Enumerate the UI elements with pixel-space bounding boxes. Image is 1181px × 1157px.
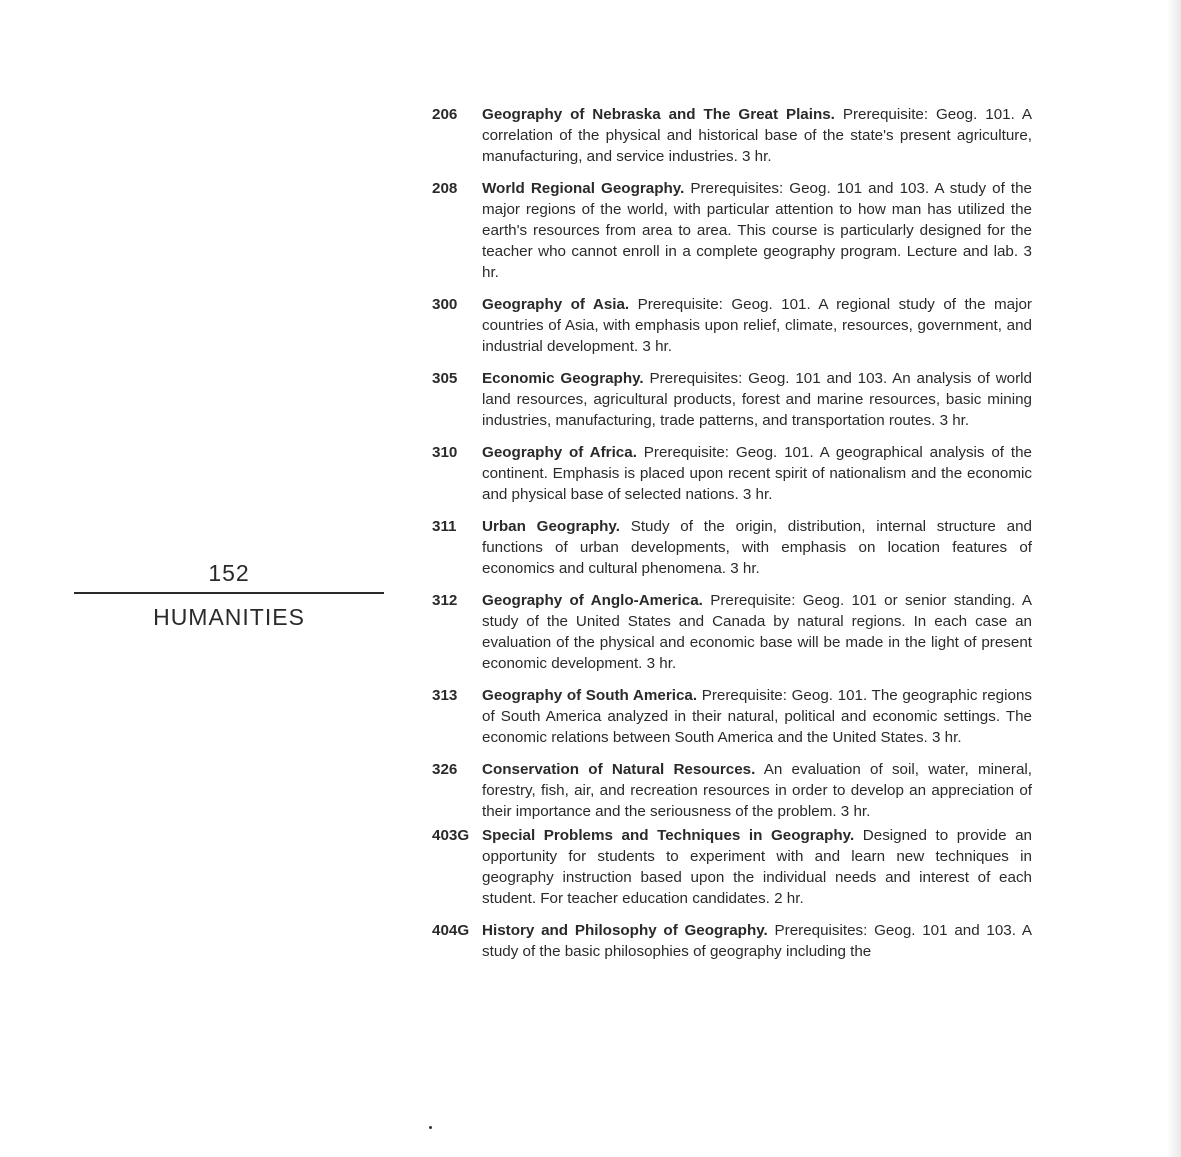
course-entry — [432, 685, 1032, 748]
course-title: Conservation of Natural Resources. — [482, 761, 756, 778]
course-number: 326 — [432, 761, 458, 778]
course-text: Prerequisites: Geog. 101 and 103. A study of the basic philosophies of geography including the — [482, 922, 1032, 960]
course-text: Designed to provide an opportunity for students to experiment with and learn new techniques in geography instruction based upon the individual needs and interest of each student. For teacher education candidates. 2 hr. — [482, 827, 1032, 907]
course-title: History and Philosophy of Geography. — [482, 922, 768, 939]
course-entry — [432, 368, 1032, 431]
page-edge-shadow — [1167, 0, 1181, 1157]
course-number: 313 — [432, 687, 458, 704]
course-title: Geography of Africa. — [482, 444, 637, 461]
course-number: 208 — [432, 180, 458, 197]
course-text: An evaluation of soil, water, mineral, forestry, fish, air, and recreation resources in order to develop an appreciation of their importance and the seriousness of the problem. 3 hr. — [482, 761, 1032, 820]
course-entry — [432, 759, 1032, 822]
course-entry — [432, 516, 1032, 579]
course-number: 311 — [432, 518, 457, 535]
course-title: Economic Geography. — [482, 370, 644, 387]
course-description — [482, 825, 1032, 909]
course-text: Prerequisites: Geog. 101 and 103. An analysis of world land resources, agricultural products, forest and marine resources, basic mining industries, manufacturing, trade patterns, and transportation routes. 3 hr. — [482, 370, 1032, 429]
course-list — [432, 104, 1032, 973]
course-description — [482, 294, 1032, 357]
course-title: Geography of South America. — [482, 687, 698, 704]
course-description — [482, 759, 1032, 822]
course-title: Urban Geography. — [482, 518, 620, 535]
course-entry — [432, 104, 1032, 167]
course-text: Prerequisites: Geog. 101 and 103. A study of the major regions of the world, with particular attention to how man has utilized the earth's resources from area to area. This course is particularly designed for the teacher who cannot enroll in a complete geography program. Lecture and lab. 3 hr. — [482, 180, 1032, 281]
course-entry — [432, 590, 1032, 674]
course-number: 404G — [432, 922, 470, 939]
course-number: 300 — [432, 296, 458, 313]
course-title: World Regional Geography. — [482, 180, 685, 197]
course-entry — [432, 178, 1032, 283]
stray-dot — [429, 1126, 432, 1129]
course-number: 310 — [432, 444, 458, 461]
course-description — [482, 178, 1032, 283]
course-entry — [432, 825, 1032, 909]
course-number: 403G — [432, 827, 470, 844]
course-description — [482, 685, 1032, 748]
course-text: Prerequisite: Geog. 101. The geographic regions of South America analyzed in their natural, political and economic settings. The economic relations between South America and the United States. 3 hr. — [482, 687, 1032, 746]
course-number: 312 — [432, 592, 458, 609]
course-text: Prerequisite: Geog. 101. A geographical analysis of the continent. Emphasis is placed upon recent spirit of nationalism and the economic and physical base of selected nations. 3 hr. — [482, 444, 1032, 503]
course-description — [482, 590, 1032, 674]
course-entry — [432, 442, 1032, 505]
course-text: Prerequisite: Geog. 101. A correlation of the physical and historical base of the state's present agriculture, manufacturing, and service industries. 3 hr. — [482, 106, 1032, 165]
course-text: Prerequisite: Geog. 101. A regional study of the major countries of Asia, with emphasis upon relief, climate, resources, government, and industrial development. 3 hr. — [482, 296, 1032, 355]
course-title: Geography of Anglo-America. — [482, 592, 703, 609]
margin-header — [74, 558, 384, 632]
section-title: HUMANITIES — [153, 604, 305, 630]
course-title: Geography of Nebraska and The Great Plains. — [482, 106, 835, 123]
course-number: 305 — [432, 370, 458, 387]
course-title: Special Problems and Techniques in Geography. — [482, 827, 855, 844]
course-entry — [432, 920, 1032, 962]
course-entry — [432, 294, 1032, 357]
course-description — [482, 104, 1032, 167]
course-description — [482, 920, 1032, 962]
course-text: Study of the origin, distribution, internal structure and functions of urban developments, with emphasis on location features of economics and cultural phenomena. 3 hr. — [482, 518, 1032, 577]
course-title: Geography of Asia. — [482, 296, 630, 313]
page-number: 152 — [208, 560, 250, 586]
course-description — [482, 368, 1032, 431]
course-text: Prerequisite: Geog. 101 or senior standing. A study of the United States and Canada by natural regions. In each case an evaluation of the physical and economic base will be made in the light of present economic development. 3 hr. — [482, 592, 1032, 672]
course-number: 206 — [432, 106, 458, 123]
course-description — [482, 442, 1032, 505]
divider-rule — [74, 592, 384, 594]
course-description — [482, 516, 1032, 579]
